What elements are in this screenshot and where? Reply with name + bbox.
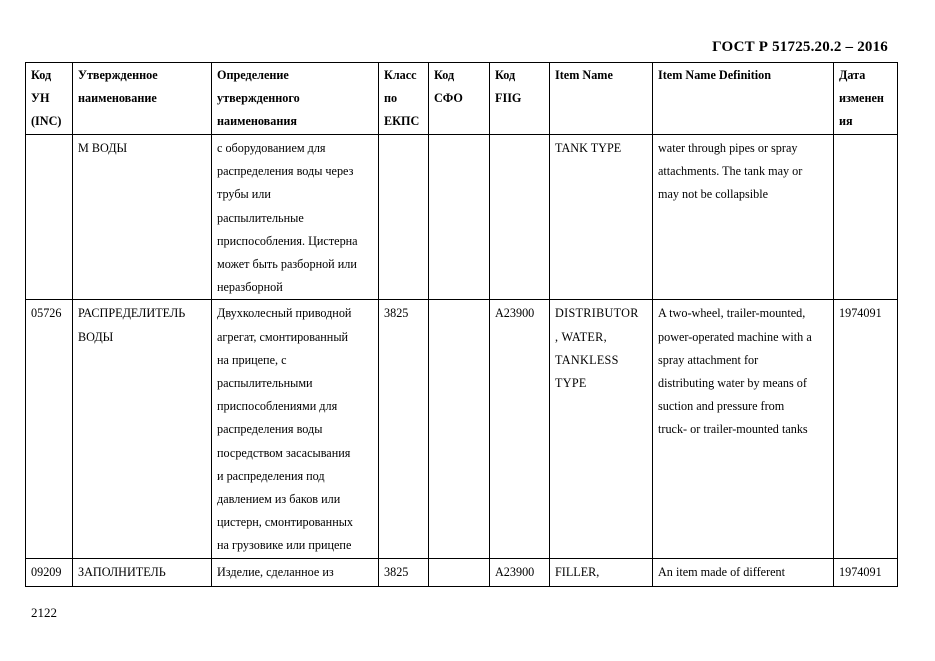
cell-approved-name: ЗАПОЛНИТЕЛЬ <box>73 558 212 586</box>
cell-ekps-class <box>379 135 429 300</box>
table-row <box>26 300 898 558</box>
cell-approved-name: М ВОДЫ <box>73 135 212 300</box>
page-number: 2122 <box>31 605 57 620</box>
cell-name-definition-ru: Двухколесный приводной агрегат, смонтированный на прицепе, с распылительными приспособлениями для распределения воды посредством засасывания и распределения под давлением из баков или цистерн, смонтированных на грузовике или прицепе <box>212 300 379 558</box>
cell-item-name-definition: A two-wheel, trailer-mounted, power-operated machine with a spray attachment for distributing water by means of suction and pressure from truck- or trailer-mounted tanks <box>653 300 834 558</box>
header-name-definition-ru: Определение утвержденного наименования <box>212 63 379 135</box>
nomenclature-table <box>25 62 898 587</box>
cell-name-definition-ru: Изделие, сделанное из <box>212 558 379 586</box>
cell-item-name: TANK TYPE <box>550 135 653 300</box>
cell-sfo-code <box>429 300 490 558</box>
cell-ekps-class: 3825 <box>379 300 429 558</box>
document-standard-label: ГОСТ Р 51725.20.2 – 2016 <box>712 39 888 55</box>
cell-change-date: 1974091 <box>834 300 898 558</box>
table-header-row <box>26 63 898 135</box>
cell-sfo-code <box>429 558 490 586</box>
cell-name-definition-ru: с оборудованием для распределения воды через трубы или распылительные приспособления. Цистерна может быть разборной или неразборной <box>212 135 379 300</box>
cell-ekps-class: 3825 <box>379 558 429 586</box>
header-ekps-class: Класс по ЕКПС <box>379 63 429 135</box>
table-row <box>26 558 898 586</box>
table-row <box>26 135 898 300</box>
cell-item-name-definition: An item made of different <box>653 558 834 586</box>
cell-item-name: FILLER, <box>550 558 653 586</box>
header-change-date: Дата изменен ия <box>834 63 898 135</box>
header-sfo-code: Код СФО <box>429 63 490 135</box>
header-approved-name: Утвержденное наименование <box>73 63 212 135</box>
header-item-name: Item Name <box>550 63 653 135</box>
cell-fiig-code: A23900 <box>490 300 550 558</box>
cell-sfo-code <box>429 135 490 300</box>
header-fiig-code: Код FIIG <box>490 63 550 135</box>
cell-approved-name: РАСПРЕДЕЛИТЕЛЬ ВОДЫ <box>73 300 212 558</box>
header-inc-code: Код УН (INC) <box>26 63 73 135</box>
cell-item-name: DISTRIBUTOR , WATER, TANKLESS TYPE <box>550 300 653 558</box>
cell-fiig-code <box>490 135 550 300</box>
cell-item-name-definition: water through pipes or spray attachments. The tank may or may not be collapsible <box>653 135 834 300</box>
cell-inc-code: 05726 <box>26 300 73 558</box>
header-item-name-definition: Item Name Definition <box>653 63 834 135</box>
cell-inc-code <box>26 135 73 300</box>
cell-change-date <box>834 135 898 300</box>
cell-change-date: 1974091 <box>834 558 898 586</box>
cell-fiig-code: A23900 <box>490 558 550 586</box>
cell-inc-code: 09209 <box>26 558 73 586</box>
